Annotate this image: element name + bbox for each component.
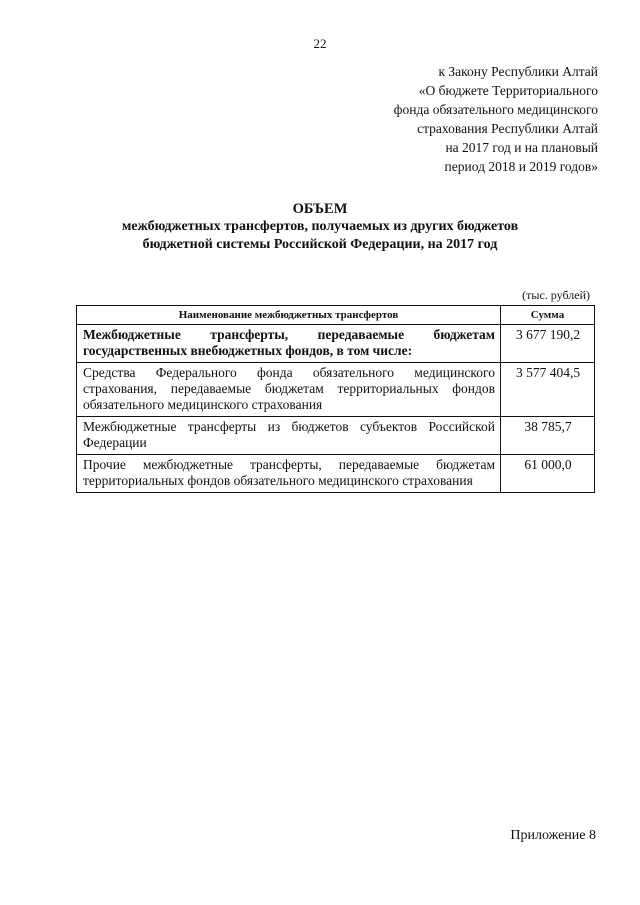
units-label: (тыс. рублей) (522, 288, 590, 302)
document-title (0, 200, 640, 254)
row-sum: 3 677 190,2 (501, 325, 595, 363)
title-line-1: межбюджетных трансфертов, получаемых из других бюджетов (121, 219, 519, 234)
row-sum: 38 785,7 (501, 417, 595, 455)
table-row (77, 417, 595, 455)
header-sum: Сумма (501, 306, 595, 325)
row-name: Прочие межбюджетные трансферты, передаваемые бюджетам территориальных фондов обязательного медицинского страхования (77, 455, 501, 493)
row-sum: 3 577 404,5 (501, 363, 595, 417)
law-reference-line: период 2018 и 2019 годов» (444, 159, 598, 174)
row-name: Средства Федерального фонда обязательного медицинского страхования, передаваемые бюджетам территориальных фондов обязательного медицинского страхования (77, 363, 501, 417)
row-sum: 61 000,0 (501, 455, 595, 493)
law-reference-line: к Закону Республики Алтай (438, 64, 598, 79)
law-reference-line: страхования Республики Алтай (417, 121, 598, 136)
title-main: ОБЪЕМ (292, 201, 348, 217)
row-name: Межбюджетные трансферты из бюджетов субъектов Российской Федерации (77, 417, 501, 455)
header-name: Наименование межбюджетных трансфертов (77, 306, 501, 325)
page-number: 22 (313, 36, 327, 51)
title-line-2: бюджетной системы Российской Федерации, на 2017 год (142, 237, 498, 252)
law-reference-line: «О бюджете Территориального (418, 83, 598, 98)
law-reference-line: на 2017 год и на плановый (445, 140, 598, 155)
row-name: Межбюджетные трансферты, передаваемые бюджетам государственных внебюджетных фондов, в том числе: (77, 325, 501, 363)
appendix-label: Приложение 8 (510, 828, 596, 843)
table-row (77, 363, 595, 417)
table-row (77, 325, 595, 363)
law-reference (298, 62, 598, 176)
transfers-table (76, 305, 595, 493)
law-reference-line: фонда обязательного медицинского (393, 102, 598, 117)
table-row (77, 455, 595, 493)
table-header-row (77, 306, 595, 325)
